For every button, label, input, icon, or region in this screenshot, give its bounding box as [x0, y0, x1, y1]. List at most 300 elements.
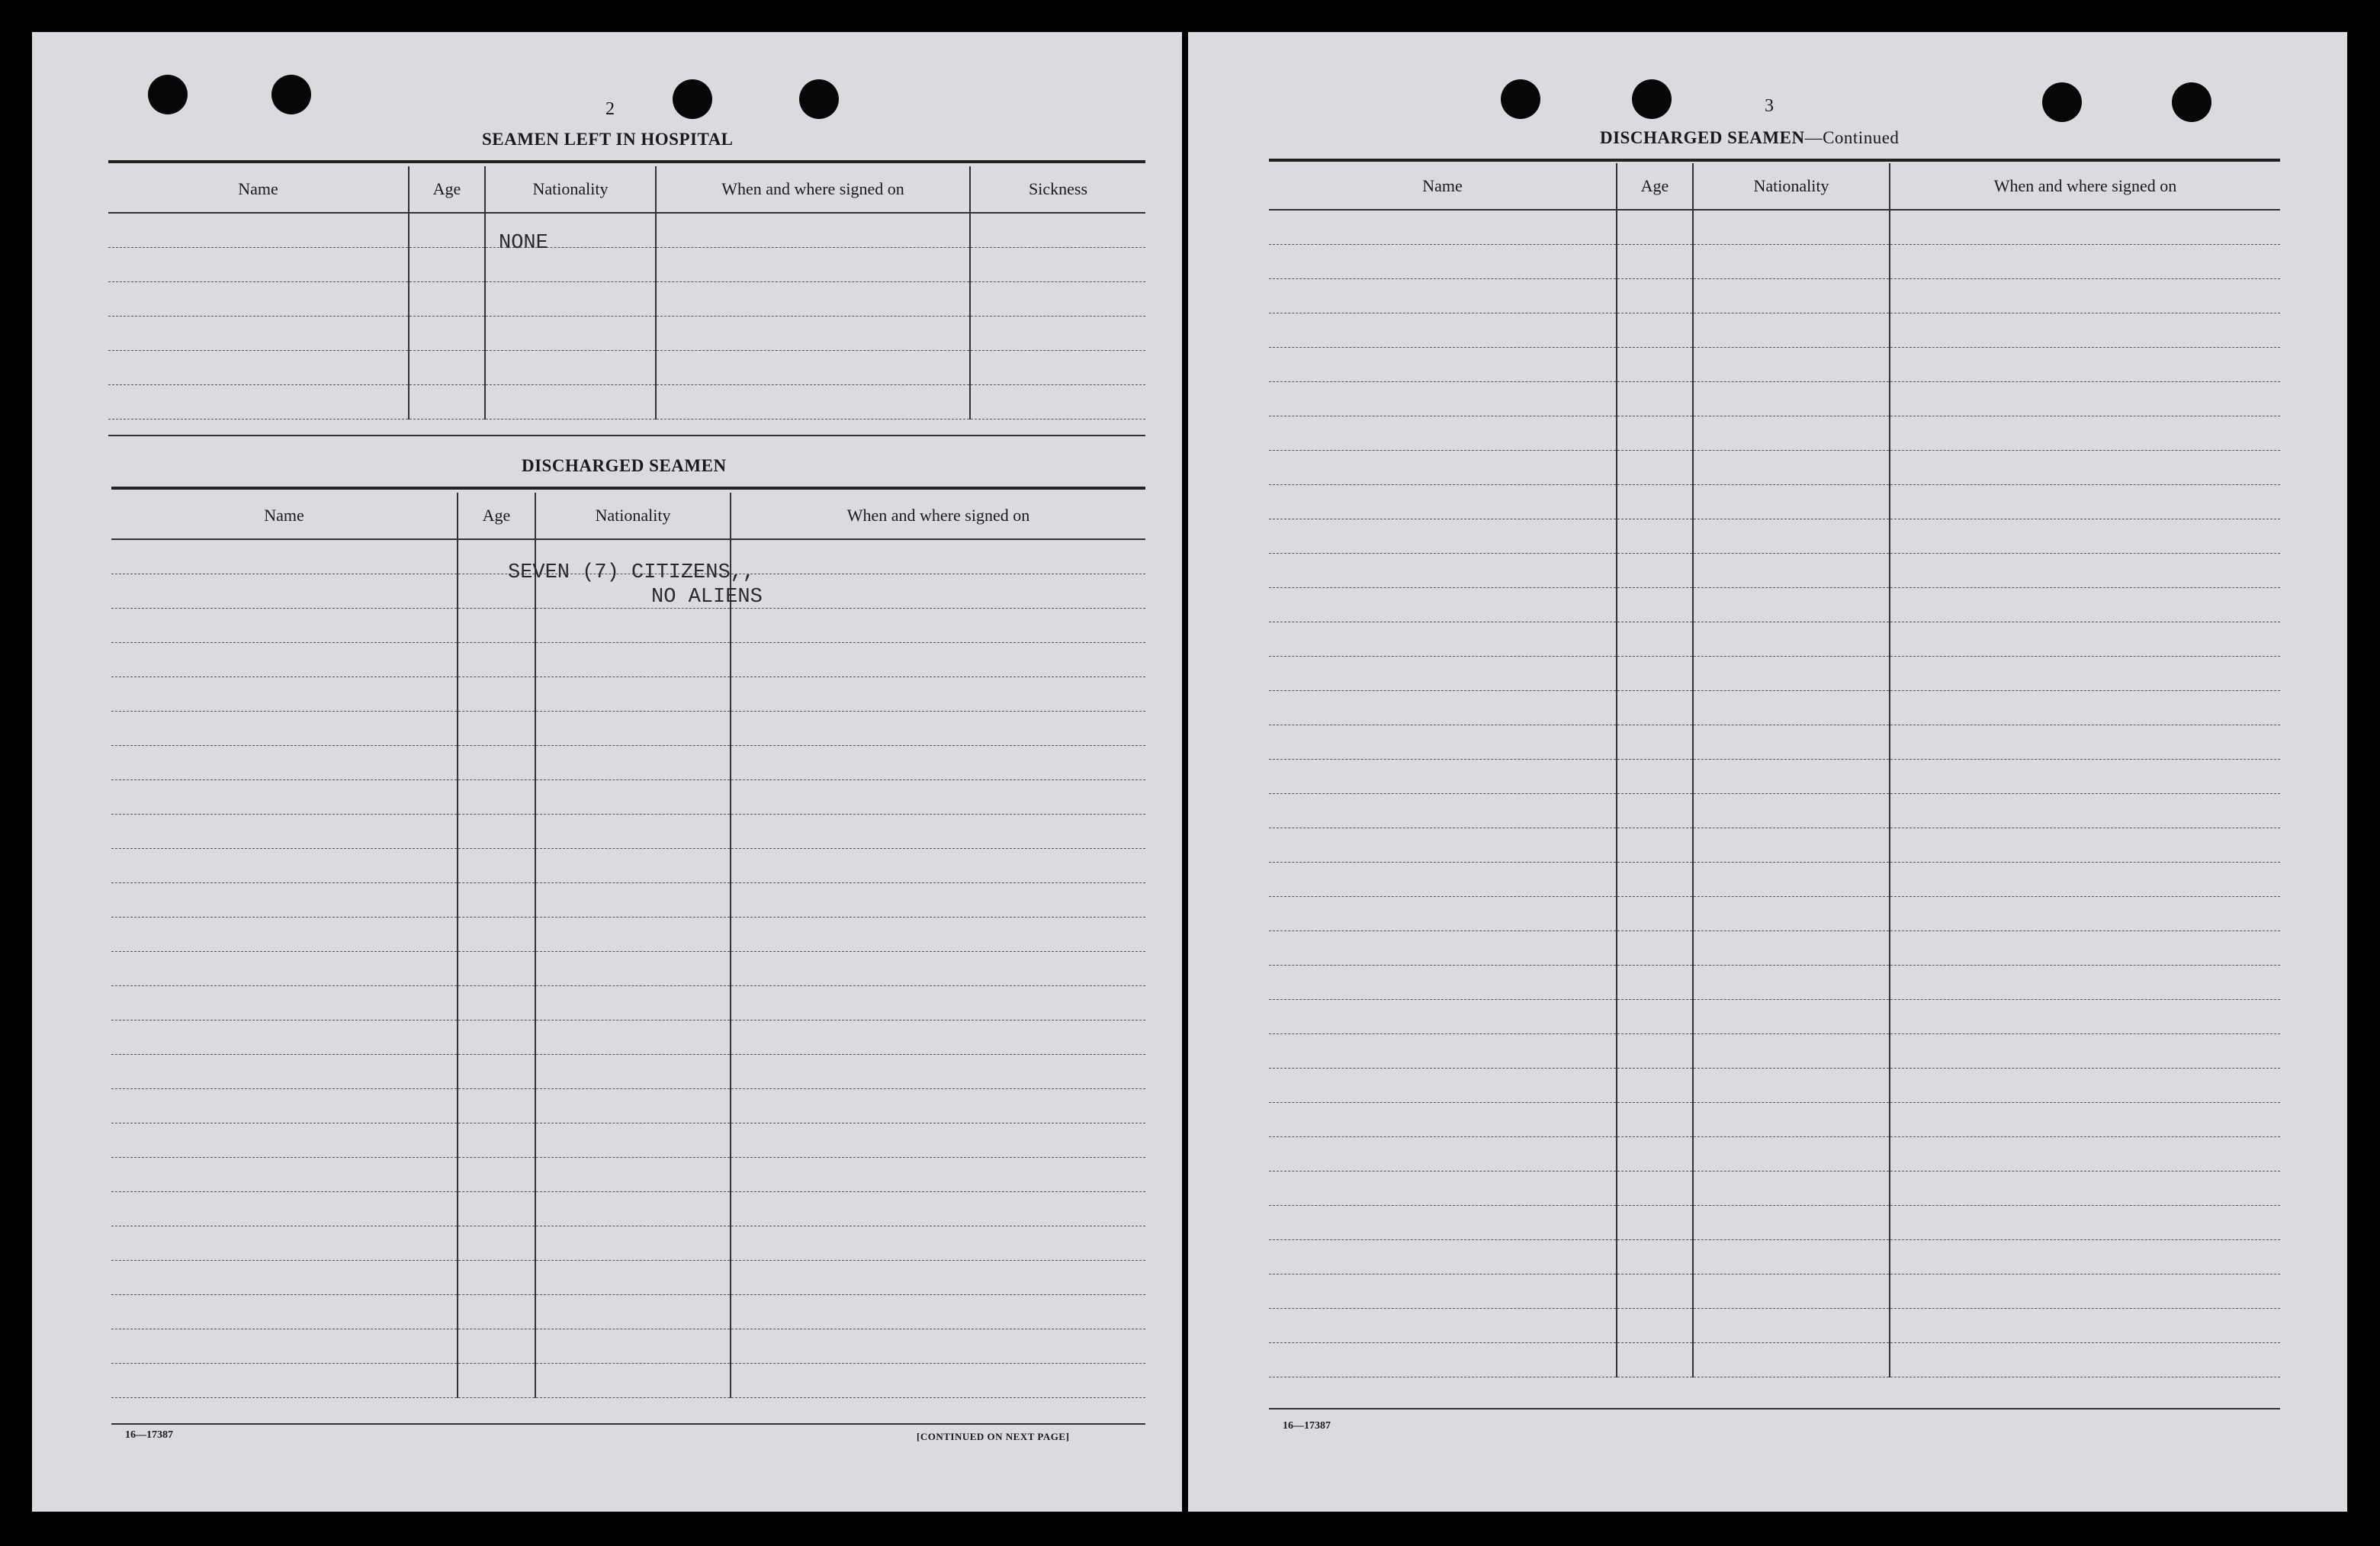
table-cell — [1617, 1069, 1693, 1103]
table-cell — [1269, 210, 1617, 245]
table-cell — [111, 677, 458, 712]
table-cell — [1617, 245, 1693, 279]
right-page — [1188, 32, 2347, 1512]
table-cell — [731, 1364, 1145, 1398]
table-cell — [1693, 279, 1890, 313]
table-cell — [1269, 931, 1617, 966]
page-number: 2 — [605, 99, 615, 119]
column-header: Age — [409, 166, 485, 213]
table-cell — [1693, 1069, 1890, 1103]
hospital-table — [108, 166, 1145, 419]
table-cell — [1890, 485, 2280, 519]
table-cell — [1617, 1172, 1693, 1206]
column-header: Age — [458, 493, 535, 539]
table-cell — [111, 952, 458, 986]
table-cell — [1617, 966, 1693, 1000]
column-header: Nationality — [485, 166, 656, 213]
table-cell — [458, 849, 535, 883]
table-cell — [656, 213, 970, 248]
table-cell — [535, 1295, 731, 1329]
table-cell — [458, 1192, 535, 1226]
table-cell — [409, 317, 485, 351]
table-row — [111, 1020, 1145, 1055]
table-cell — [970, 282, 1145, 317]
table-cell — [1269, 1240, 1617, 1274]
table-cell — [1693, 451, 1890, 485]
table-cell — [535, 1020, 731, 1055]
table-cell — [1269, 1000, 1617, 1034]
table-cell — [409, 351, 485, 385]
table-cell — [1890, 1309, 2280, 1343]
table-cell — [535, 780, 731, 815]
table-cell — [1269, 1034, 1617, 1069]
table-cell — [1890, 1172, 2280, 1206]
table-cell — [111, 1295, 458, 1329]
table-cell — [1693, 966, 1890, 1000]
table-cell — [731, 1158, 1145, 1192]
table-cell — [111, 1192, 458, 1226]
table-cell — [1693, 416, 1890, 451]
table-cell — [1617, 416, 1693, 451]
table-cell — [1617, 863, 1693, 897]
table-cell — [656, 248, 970, 282]
table-cell — [1617, 1240, 1693, 1274]
table-cell — [535, 1329, 731, 1364]
table-cell — [1693, 245, 1890, 279]
table-row — [1269, 931, 2280, 966]
table-cell — [1890, 348, 2280, 382]
table-cell — [108, 317, 409, 351]
table-cell — [111, 1329, 458, 1364]
table-cell — [458, 643, 535, 677]
table-cell — [458, 1089, 535, 1123]
table-cell — [1617, 519, 1693, 554]
column-header: Nationality — [1693, 163, 1890, 210]
table-row — [1269, 1274, 2280, 1309]
table-row — [1269, 279, 2280, 313]
table-cell — [970, 248, 1145, 282]
table-row — [111, 643, 1145, 677]
table-cell — [1269, 1137, 1617, 1172]
table-cell — [409, 213, 485, 248]
table-cell — [535, 712, 731, 746]
table-cell — [1890, 279, 2280, 313]
table-cell — [1269, 519, 1617, 554]
table-row — [1269, 382, 2280, 416]
table-cell — [1890, 794, 2280, 828]
table-cell — [458, 780, 535, 815]
table-cell — [409, 248, 485, 282]
table-cell — [731, 815, 1145, 849]
table-row — [111, 1089, 1145, 1123]
table-cell — [111, 609, 458, 643]
table-cell — [1617, 279, 1693, 313]
table-cell — [1890, 1103, 2280, 1137]
column-header: Name — [108, 166, 409, 213]
table-cell — [731, 1261, 1145, 1295]
table-cell — [1269, 1274, 1617, 1309]
table-row — [1269, 451, 2280, 485]
table-cell — [1693, 725, 1890, 760]
table-cell — [1269, 1103, 1617, 1137]
table-cell — [458, 1226, 535, 1261]
table-cell — [485, 282, 656, 317]
table-cell — [111, 1158, 458, 1192]
divider — [1269, 1408, 2280, 1409]
table-cell — [111, 1123, 458, 1158]
table-cell — [1269, 622, 1617, 657]
table-cell — [1890, 1343, 2280, 1377]
table-cell — [1693, 760, 1890, 794]
table-cell — [1269, 245, 1617, 279]
table-cell — [111, 539, 458, 574]
table-cell — [1890, 588, 2280, 622]
table-cell — [111, 1364, 458, 1398]
table-cell — [111, 1055, 458, 1089]
table-row — [1269, 588, 2280, 622]
table-cell — [111, 574, 458, 609]
table-cell — [1269, 657, 1617, 691]
table-cell — [1693, 657, 1890, 691]
table-cell — [1617, 1000, 1693, 1034]
punch-hole-icon — [2042, 82, 2082, 122]
table-cell — [1693, 1206, 1890, 1240]
table-row — [111, 712, 1145, 746]
table-cell — [731, 883, 1145, 918]
table-row — [1269, 1240, 2280, 1274]
table-cell — [1890, 725, 2280, 760]
table-cell — [535, 849, 731, 883]
table-row — [108, 317, 1145, 351]
table-cell — [1890, 897, 2280, 931]
table-cell — [535, 643, 731, 677]
table-row — [1269, 1034, 2280, 1069]
table-cell — [1693, 794, 1890, 828]
table-row — [111, 746, 1145, 780]
column-header: Sickness — [970, 166, 1145, 213]
table-row — [1269, 828, 2280, 863]
table-cell — [458, 1329, 535, 1364]
table-cell — [1269, 279, 1617, 313]
table-cell — [1269, 313, 1617, 348]
table-cell — [485, 385, 656, 419]
table-cell — [731, 609, 1145, 643]
table-row — [1269, 794, 2280, 828]
table-row — [1269, 245, 2280, 279]
table-row — [1269, 1103, 2280, 1137]
table-cell — [1269, 554, 1617, 588]
table-cell — [409, 385, 485, 419]
table-cell — [1617, 313, 1693, 348]
table-cell — [1890, 828, 2280, 863]
table-cell — [111, 918, 458, 952]
table-cell — [458, 918, 535, 952]
table-cell — [1693, 348, 1890, 382]
table-cell — [1693, 931, 1890, 966]
table-cell — [731, 1192, 1145, 1226]
column-header: Nationality — [535, 493, 731, 539]
table-row — [111, 677, 1145, 712]
table-cell — [731, 986, 1145, 1020]
table-row — [111, 1192, 1145, 1226]
table-cell — [535, 1226, 731, 1261]
table-cell — [731, 746, 1145, 780]
table-cell — [1617, 691, 1693, 725]
discharged-continued-title: DISCHARGED SEAMEN—Continued — [1600, 128, 1900, 147]
column-header: When and where signed on — [656, 166, 970, 213]
table-cell — [458, 1055, 535, 1089]
punch-hole-icon — [799, 79, 839, 119]
table-cell — [1890, 966, 2280, 1000]
table-row — [1269, 554, 2280, 588]
table-cell — [1617, 588, 1693, 622]
table-cell — [1617, 1343, 1693, 1377]
table-cell — [1890, 691, 2280, 725]
table-cell — [1890, 416, 2280, 451]
table-cell — [485, 351, 656, 385]
column-header: When and where signed on — [731, 493, 1145, 539]
table-row — [1269, 966, 2280, 1000]
table-cell — [1693, 622, 1890, 657]
table-row — [111, 1123, 1145, 1158]
table-cell — [1693, 1274, 1890, 1309]
table-row — [111, 883, 1145, 918]
column-header: Name — [111, 493, 458, 539]
table-row — [111, 986, 1145, 1020]
table-row — [111, 1364, 1145, 1398]
punch-hole-icon — [1501, 79, 1540, 119]
table-row — [108, 351, 1145, 385]
table-row — [108, 248, 1145, 282]
table-cell — [1693, 828, 1890, 863]
table-cell — [1617, 554, 1693, 588]
discharged-entry-line2: NO ALIENS — [651, 586, 763, 609]
table-cell — [1890, 657, 2280, 691]
table-cell — [1890, 1240, 2280, 1274]
table-cell — [535, 918, 731, 952]
table-cell — [1693, 1343, 1890, 1377]
table-cell — [1617, 1274, 1693, 1309]
discharged-table — [111, 493, 1145, 1398]
table-cell — [1693, 519, 1890, 554]
table-cell — [1890, 760, 2280, 794]
table-cell — [1269, 1069, 1617, 1103]
table-cell — [970, 385, 1145, 419]
table-cell — [111, 1226, 458, 1261]
punch-hole-icon — [1632, 79, 1672, 119]
table-cell — [731, 712, 1145, 746]
table-cell — [458, 1123, 535, 1158]
table-cell — [1269, 794, 1617, 828]
table-row — [111, 815, 1145, 849]
table-cell — [535, 609, 731, 643]
table-cell — [656, 385, 970, 419]
table-cell — [1693, 1103, 1890, 1137]
table-row — [1269, 1206, 2280, 1240]
table-cell — [1269, 691, 1617, 725]
table-cell — [1269, 382, 1617, 416]
table-row — [1269, 1309, 2280, 1343]
table-cell — [1269, 897, 1617, 931]
table-cell — [1269, 451, 1617, 485]
table-cell — [1269, 485, 1617, 519]
table-cell — [1617, 931, 1693, 966]
table-cell — [111, 815, 458, 849]
table-cell — [108, 282, 409, 317]
table-row — [108, 282, 1145, 317]
table-cell — [731, 952, 1145, 986]
table-row — [1269, 210, 2280, 245]
table-cell — [1617, 1137, 1693, 1172]
table-cell — [1693, 1240, 1890, 1274]
punch-hole-icon — [2172, 82, 2211, 122]
table-cell — [1890, 382, 2280, 416]
table-row — [111, 1295, 1145, 1329]
table-cell — [731, 1329, 1145, 1364]
table-cell — [1269, 348, 1617, 382]
table-cell — [731, 677, 1145, 712]
table-cell — [1617, 897, 1693, 931]
table-cell — [535, 1364, 731, 1398]
table-cell — [1269, 1309, 1617, 1343]
table-cell — [535, 952, 731, 986]
table-cell — [1269, 1343, 1617, 1377]
table-row — [111, 952, 1145, 986]
table-cell — [1890, 622, 2280, 657]
discharged-section-title: DISCHARGED SEAMEN — [522, 456, 727, 475]
table-row — [111, 849, 1145, 883]
table-cell — [1269, 416, 1617, 451]
table-cell — [458, 1158, 535, 1192]
divider — [108, 160, 1145, 163]
table-cell — [970, 351, 1145, 385]
table-row — [1269, 897, 2280, 931]
table-cell — [1269, 725, 1617, 760]
table-cell — [1617, 657, 1693, 691]
table-cell — [458, 883, 535, 918]
table-cell — [111, 1089, 458, 1123]
table-cell — [1693, 897, 1890, 931]
table-cell — [458, 815, 535, 849]
punch-hole-icon — [673, 79, 712, 119]
table-cell — [1890, 451, 2280, 485]
table-cell — [731, 1123, 1145, 1158]
table-cell — [108, 385, 409, 419]
table-row — [111, 1226, 1145, 1261]
table-cell — [656, 351, 970, 385]
table-cell — [1617, 348, 1693, 382]
table-cell — [1693, 1137, 1890, 1172]
table-cell — [731, 780, 1145, 815]
table-row — [1269, 657, 2280, 691]
table-row — [1269, 1069, 2280, 1103]
table-cell — [731, 574, 1145, 609]
table-cell — [1269, 966, 1617, 1000]
table-row — [111, 918, 1145, 952]
table-cell — [1890, 245, 2280, 279]
column-header: When and where signed on — [1890, 163, 2280, 210]
left-page — [32, 32, 1182, 1512]
table-cell — [535, 1055, 731, 1089]
form-number: 16—17387 — [1283, 1420, 1331, 1432]
table-cell — [1693, 1034, 1890, 1069]
discharged-continued-table — [1269, 163, 2280, 1377]
table-cell — [731, 1020, 1145, 1055]
table-cell — [1890, 1034, 2280, 1069]
table-cell — [731, 1226, 1145, 1261]
column-header: Name — [1269, 163, 1617, 210]
table-cell — [1617, 794, 1693, 828]
table-cell — [1890, 1206, 2280, 1240]
table-cell — [1890, 1069, 2280, 1103]
table-cell — [1693, 1309, 1890, 1343]
table-row — [111, 1329, 1145, 1364]
table-cell — [458, 1261, 535, 1295]
table-cell — [1269, 1172, 1617, 1206]
table-cell — [1617, 828, 1693, 863]
table-cell — [1269, 588, 1617, 622]
table-cell — [111, 883, 458, 918]
table-cell — [1617, 1309, 1693, 1343]
table-cell — [1617, 622, 1693, 657]
table-cell — [111, 780, 458, 815]
table-cell — [1269, 863, 1617, 897]
table-cell — [1269, 828, 1617, 863]
table-cell — [535, 1158, 731, 1192]
table-cell — [458, 677, 535, 712]
continued-note: [CONTINUED ON NEXT PAGE] — [917, 1431, 1070, 1442]
table-row — [111, 1158, 1145, 1192]
table-cell — [1693, 554, 1890, 588]
table-cell — [535, 677, 731, 712]
table-row — [1269, 725, 2280, 760]
divider — [111, 487, 1145, 490]
table-row — [1269, 1137, 2280, 1172]
table-cell — [1617, 1034, 1693, 1069]
table-cell — [1890, 554, 2280, 588]
table-cell — [1890, 1000, 2280, 1034]
table-cell — [1693, 1172, 1890, 1206]
table-cell — [1269, 1206, 1617, 1240]
table-cell — [970, 317, 1145, 351]
table-cell — [409, 282, 485, 317]
table-cell — [731, 1089, 1145, 1123]
table-row — [1269, 485, 2280, 519]
table-row — [1269, 622, 2280, 657]
table-row — [111, 1055, 1145, 1089]
table-cell — [1693, 691, 1890, 725]
table-cell — [535, 815, 731, 849]
table-cell — [1890, 1137, 2280, 1172]
table-cell — [731, 1295, 1145, 1329]
table-cell — [111, 849, 458, 883]
divider — [1269, 159, 2280, 162]
table-cell — [1617, 725, 1693, 760]
table-cell — [111, 643, 458, 677]
table-cell — [731, 1055, 1145, 1089]
table-cell — [731, 539, 1145, 574]
page-number: 3 — [1765, 96, 1774, 116]
table-row — [1269, 760, 2280, 794]
table-cell — [1890, 210, 2280, 245]
table-row — [108, 385, 1145, 419]
table-cell — [1693, 863, 1890, 897]
table-cell — [485, 317, 656, 351]
table-cell — [731, 918, 1145, 952]
table-cell — [108, 351, 409, 385]
punch-hole-icon — [148, 75, 188, 114]
table-cell — [1693, 1000, 1890, 1034]
